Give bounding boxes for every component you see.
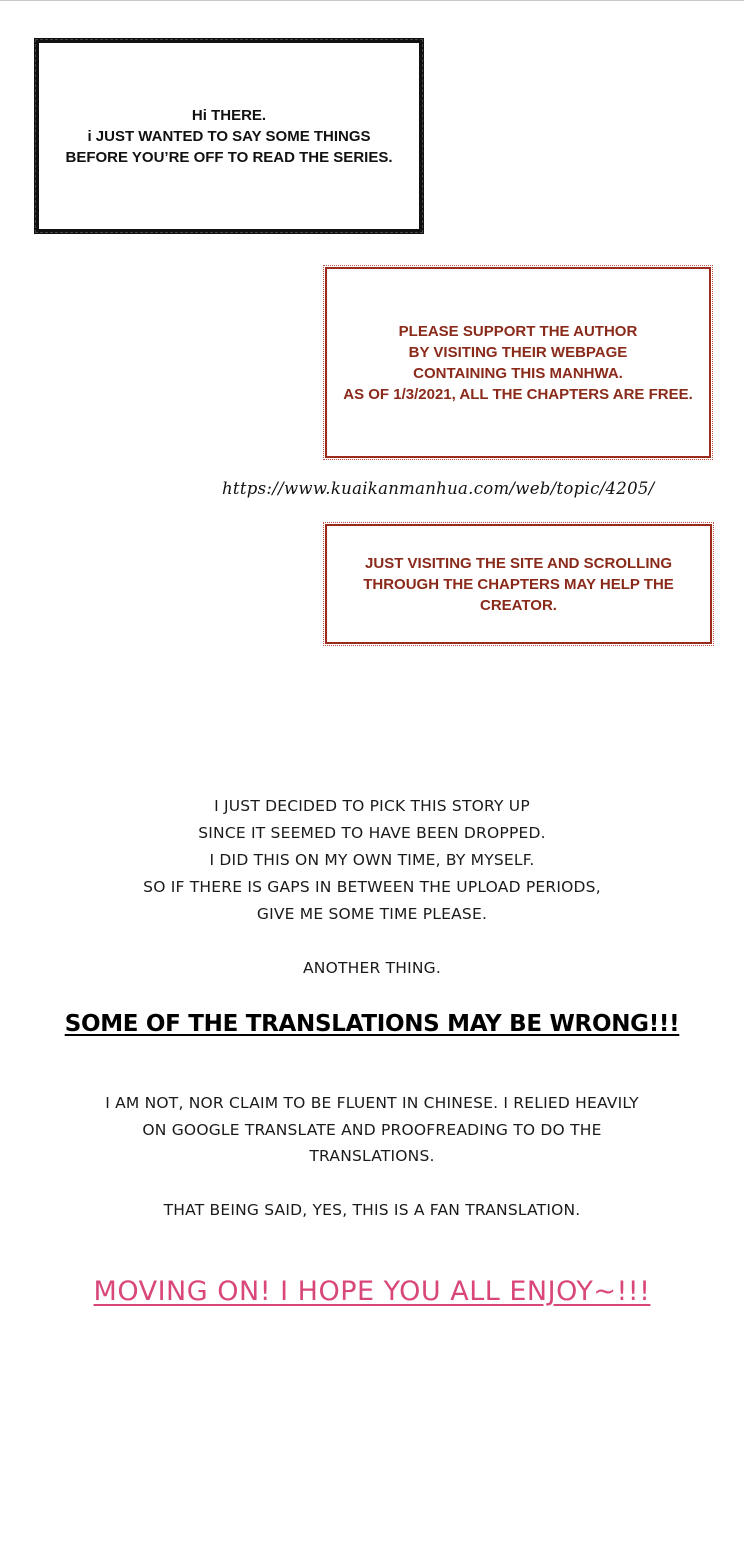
visit-site-box xyxy=(325,524,712,644)
support-author-box xyxy=(325,267,711,458)
fan-translation-note xyxy=(0,1197,744,1224)
translation-warning-text: SOME OF THE TRANSLATIONS MAY BE WRONG!!! xyxy=(64,1011,680,1037)
fluency-note xyxy=(0,1090,744,1170)
another-thing-line: ANOTHER THING. xyxy=(302,959,442,977)
greeting-line: Hi THERE. xyxy=(191,106,267,124)
fluency-line: ON GOOGLE TRANSLATE AND PROOFREADING TO DO THE xyxy=(142,1120,602,1139)
intro-line: GIVE ME SOME TIME PLEASE. xyxy=(256,905,488,923)
greeting-line: i JUST WANTED TO SAY SOME THINGS xyxy=(87,127,371,145)
fan-translation-line: THAT BEING SAID, YES, THIS IS A FAN TRANSLATION. xyxy=(163,1201,581,1219)
fluency-line: TRANSLATIONS. xyxy=(309,1147,435,1165)
intro-line: SO IF THERE IS GAPS IN BETWEEN THE UPLOAD PERIODS, xyxy=(143,878,601,896)
another-thing-note xyxy=(0,955,744,982)
visit-line: JUST VISITING THE SITE AND SCROLLING xyxy=(365,554,672,572)
greeting-line: BEFORE YOU’RE OFF TO READ THE SERIES. xyxy=(65,148,393,166)
closing-message-text: MOVING ON! I HOPE YOU ALL ENJOY~!!! xyxy=(93,1276,651,1307)
intro-note xyxy=(0,793,744,928)
translation-warning xyxy=(0,1011,744,1037)
support-line: AS OF 1/3/2021, ALL THE CHAPTERS ARE FREE. xyxy=(343,385,693,403)
author-webpage-url: https://www.kuaikanmanhua.com/web/topic/4205/ xyxy=(222,479,655,498)
top-divider xyxy=(0,0,744,1)
greeting-box xyxy=(34,38,424,234)
support-line: CONTAINING THIS MANHWA. xyxy=(413,364,623,382)
closing-message xyxy=(0,1276,744,1307)
intro-line: SINCE IT SEEMED TO HAVE BEEN DROPPED. xyxy=(198,824,546,842)
visit-line: CREATOR. xyxy=(480,596,557,614)
intro-line: I DID THIS ON MY OWN TIME, BY MYSELF. xyxy=(209,851,535,869)
intro-line: I JUST DECIDED TO PICK THIS STORY UP xyxy=(214,797,530,815)
support-line: BY VISITING THEIR WEBPAGE xyxy=(408,343,628,361)
visit-line: THROUGH THE CHAPTERS MAY HELP THE xyxy=(363,575,674,593)
support-line: PLEASE SUPPORT THE AUTHOR xyxy=(398,322,638,340)
fluency-line: I AM NOT, NOR CLAIM TO BE FLUENT IN CHINESE. I RELIED HEAVILY xyxy=(105,1094,639,1112)
